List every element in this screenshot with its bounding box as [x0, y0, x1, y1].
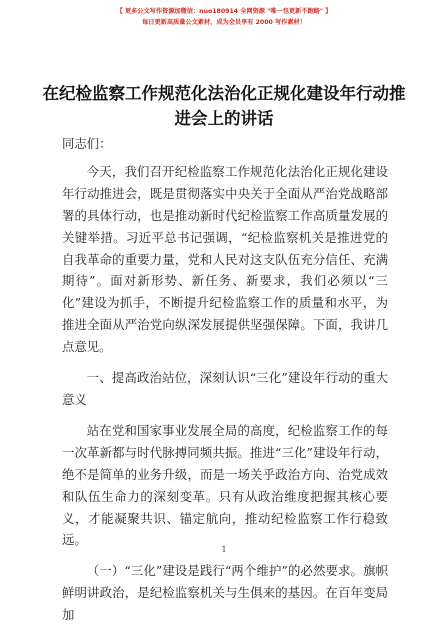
- salutation: 同志们：: [62, 136, 112, 151]
- promo-banner: [0, 6, 448, 28]
- promo-banner-line-2: 每日更新高质量公文素材，成为会员享有 2000 写作素材！: [142, 19, 306, 26]
- section-heading-1: 一、提高政治站位，深刻认识“三化”建设年行动的重大意义: [62, 370, 388, 407]
- document-title: 在纪检监察工作规范化法治化正规化建设年行动推进会上的讲话: [42, 84, 406, 128]
- subsection-heading-1: （一）“三化”建设是践行“两个维护”的必然要求。旗帜鲜明讲政治，是纪检监察机关与生俱来的基因。在百年变局加: [62, 563, 388, 623]
- paragraph-intro: 今天，我们召开纪检监察工作规范化法治化正规化建设年行动推进会，既是贯彻落实中央关于全面从严治党战略部署的具体行动，也是推动新时代纪检监察工作高质量发展的关键举措。习近平总书记强调，“纪检监察机关是推进党的自我革命的重要力量，党和人民对这支队伍充分信任、充满期待”。面对新形势、新任务、新要求，我们必须以“三化”建设为抓手，不断提升纪检监察工作的质量和水平，为推进全面从严治党向纵深发展提供坚强保障。下面，我讲几点意见。: [62, 163, 388, 355]
- paragraph-section-1: 站在党和国家事业发展全局的高度，纪检监察工作的每一次革新都与时代脉搏同频共振。推进“三化”建设年行动，绝不是简单的业务升级，而是一场关乎政治方向、治党成效和队伍生命力的深刻变革。只有从政治维度把握其核心要义，才能凝聚共识、锚定航向，推动纪检监察工作行稳致远。: [62, 422, 388, 548]
- promo-banner-line-1: 【 更多公文写作资源加微信：nuo180914 全网资源 "唯一包更新不跑路" 】: [116, 8, 332, 15]
- page-number: 1: [221, 545, 227, 554]
